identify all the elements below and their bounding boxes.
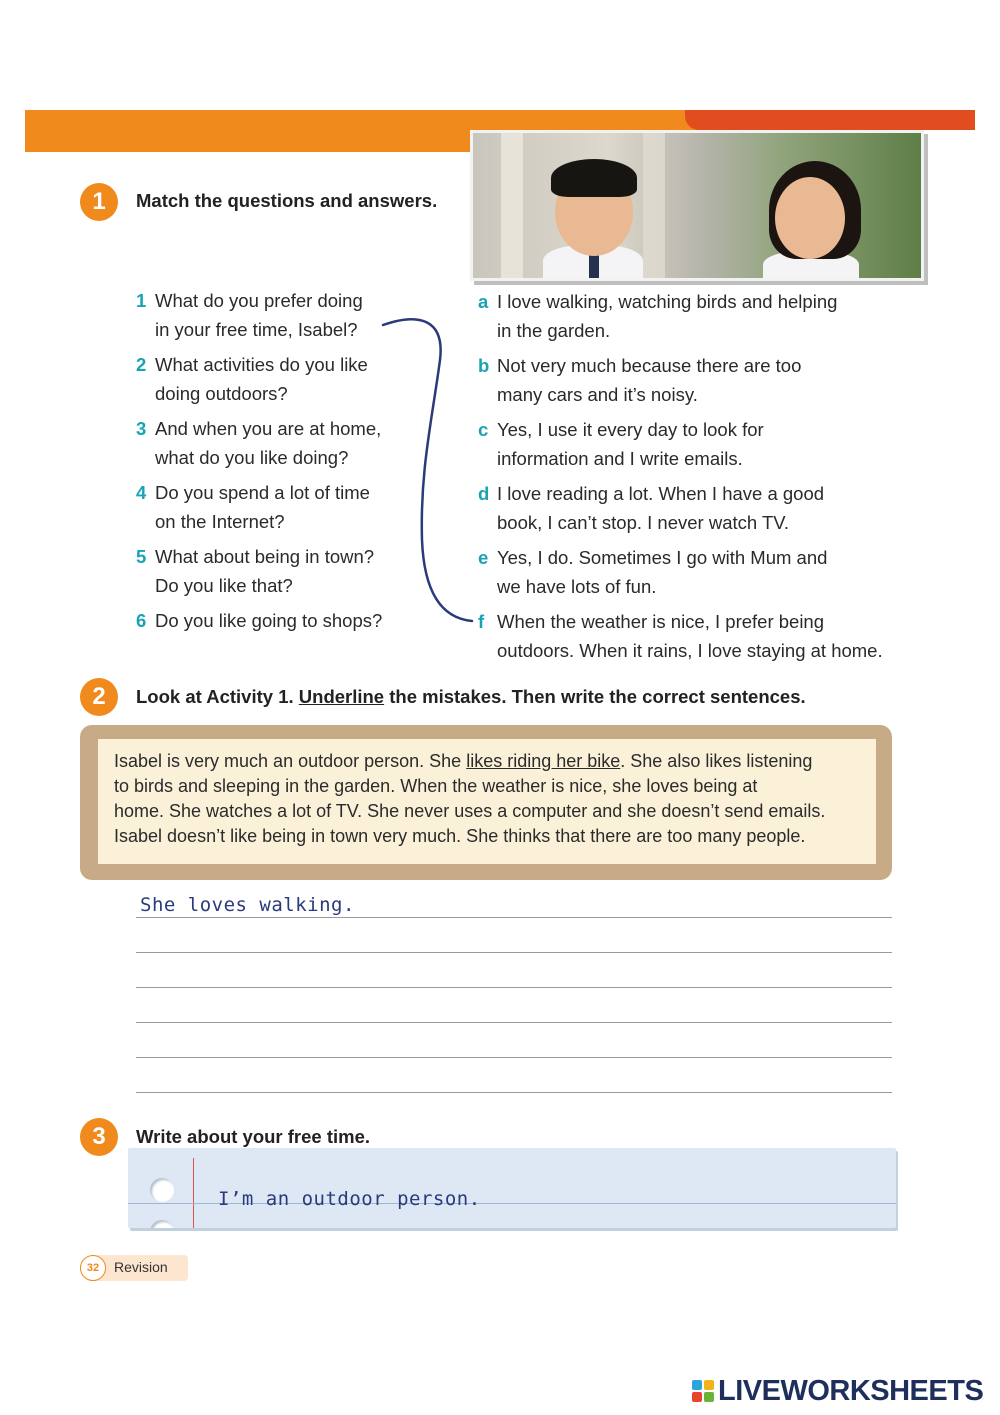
- answer-line: I love reading a lot. When I have a good: [497, 483, 825, 504]
- answer-write-line[interactable]: [136, 1022, 892, 1023]
- liveworksheets-icon: [692, 1380, 714, 1402]
- answer-line: I love walking, watching birds and helping: [497, 291, 838, 312]
- liveworksheets-wordmark: LIVEWORKSHEETS: [718, 1374, 984, 1407]
- question-line: What about being in town?: [155, 546, 375, 567]
- question-number: 1: [136, 290, 147, 311]
- answer-line: Yes, I use it every day to look for: [497, 419, 764, 440]
- question-number: 4: [136, 482, 147, 503]
- passage-sentence: Isabel is very much an outdoor person. She: [114, 751, 467, 771]
- liveworksheets-logo: [692, 1374, 983, 1408]
- question-number: 3: [136, 418, 147, 439]
- question-line: What do you prefer doing: [155, 290, 363, 311]
- matching-line-1-f[interactable]: [0, 0, 1000, 700]
- answer-letter: d: [478, 483, 490, 504]
- question-line: in your free time, Isabel?: [155, 319, 358, 340]
- question-number: 5: [136, 546, 147, 567]
- section-label: Revision: [114, 1259, 168, 1275]
- passage-sentence: to birds and sleeping in the garden. When the weather is nice, she loves being at: [114, 776, 758, 796]
- passage-sentence: . She also likes listening: [620, 751, 813, 771]
- activity-2-heading-part: the mistakes. Then write the correct sentences.: [384, 686, 806, 707]
- passage-sentence: Isabel doesn’t like being in town very much. She thinks that there are too many people.: [114, 826, 806, 846]
- answer-line: outdoors. When it rains, I love staying at home.: [497, 640, 883, 661]
- question-line: Do you spend a lot of time: [155, 482, 370, 503]
- answer-letter: b: [478, 355, 490, 376]
- activity-2-number: 2: [80, 678, 118, 716]
- answer-write-line[interactable]: [136, 917, 892, 918]
- answer-line: in the garden.: [497, 320, 611, 341]
- answer-line: When the weather is nice, I prefer being: [497, 611, 825, 632]
- answer-letter: e: [478, 547, 489, 568]
- answer-line: Not very much because there are too: [497, 355, 802, 376]
- question-line: doing outdoors?: [155, 383, 288, 404]
- answer-line: Yes, I do. Sometimes I go with Mum and: [497, 547, 828, 568]
- answer-letter: f: [478, 611, 485, 632]
- activity-2-example-answer[interactable]: She loves walking.: [140, 894, 355, 916]
- question-line: Do you like that?: [155, 575, 293, 596]
- activity-2-heading-part: Look at Activity 1.: [136, 686, 299, 707]
- passage-paper: [98, 739, 876, 864]
- answer-letter: c: [478, 419, 489, 440]
- question-line: And when you are at home,: [155, 418, 382, 439]
- activity-1-number: 1: [80, 183, 118, 221]
- activity-3-heading: Write about your free time.: [136, 1126, 371, 1147]
- notebook-margin: [193, 1158, 194, 1228]
- activity-2-heading-underline: Underline: [298, 686, 385, 707]
- question-line: what do you like doing?: [155, 447, 349, 468]
- answer-write-line[interactable]: [136, 952, 892, 953]
- answer-letter: a: [478, 291, 489, 312]
- passage-sentence: home. She watches a lot of TV. She never uses a computer and she doesn’t send emails.: [114, 801, 826, 821]
- activity-2-heading: [136, 686, 806, 708]
- activity-1-heading: Match the questions and answers.: [136, 190, 438, 211]
- answer-line: information and I write emails.: [497, 448, 743, 469]
- question-number: 2: [136, 354, 147, 375]
- answer-line: we have lots of fun.: [497, 576, 657, 597]
- answer-line: book, I can’t stop. I never watch TV.: [497, 512, 790, 533]
- question-line: on the Internet?: [155, 511, 285, 532]
- activity-3-number: 3: [80, 1118, 118, 1156]
- passage-underlined-mistake[interactable]: likes riding her bike: [466, 751, 621, 771]
- question-number: 6: [136, 610, 147, 631]
- passage-box: [80, 725, 892, 880]
- activity-3-example-answer[interactable]: I’m an outdoor person.: [218, 1188, 481, 1210]
- page-number: 32: [80, 1255, 106, 1281]
- notebook-hole: [150, 1220, 174, 1228]
- answer-line: many cars and it’s noisy.: [497, 384, 698, 405]
- page-badge: [80, 1255, 188, 1281]
- notebook-writing-area[interactable]: [128, 1148, 896, 1228]
- passage-text: [114, 749, 864, 849]
- answer-write-line[interactable]: [136, 1092, 892, 1093]
- question-line: Do you like going to shops?: [155, 610, 383, 631]
- notebook-hole: [150, 1178, 174, 1202]
- answer-write-line[interactable]: [136, 987, 892, 988]
- question-line: What activities do you like: [155, 354, 368, 375]
- answer-write-line[interactable]: [136, 1057, 892, 1058]
